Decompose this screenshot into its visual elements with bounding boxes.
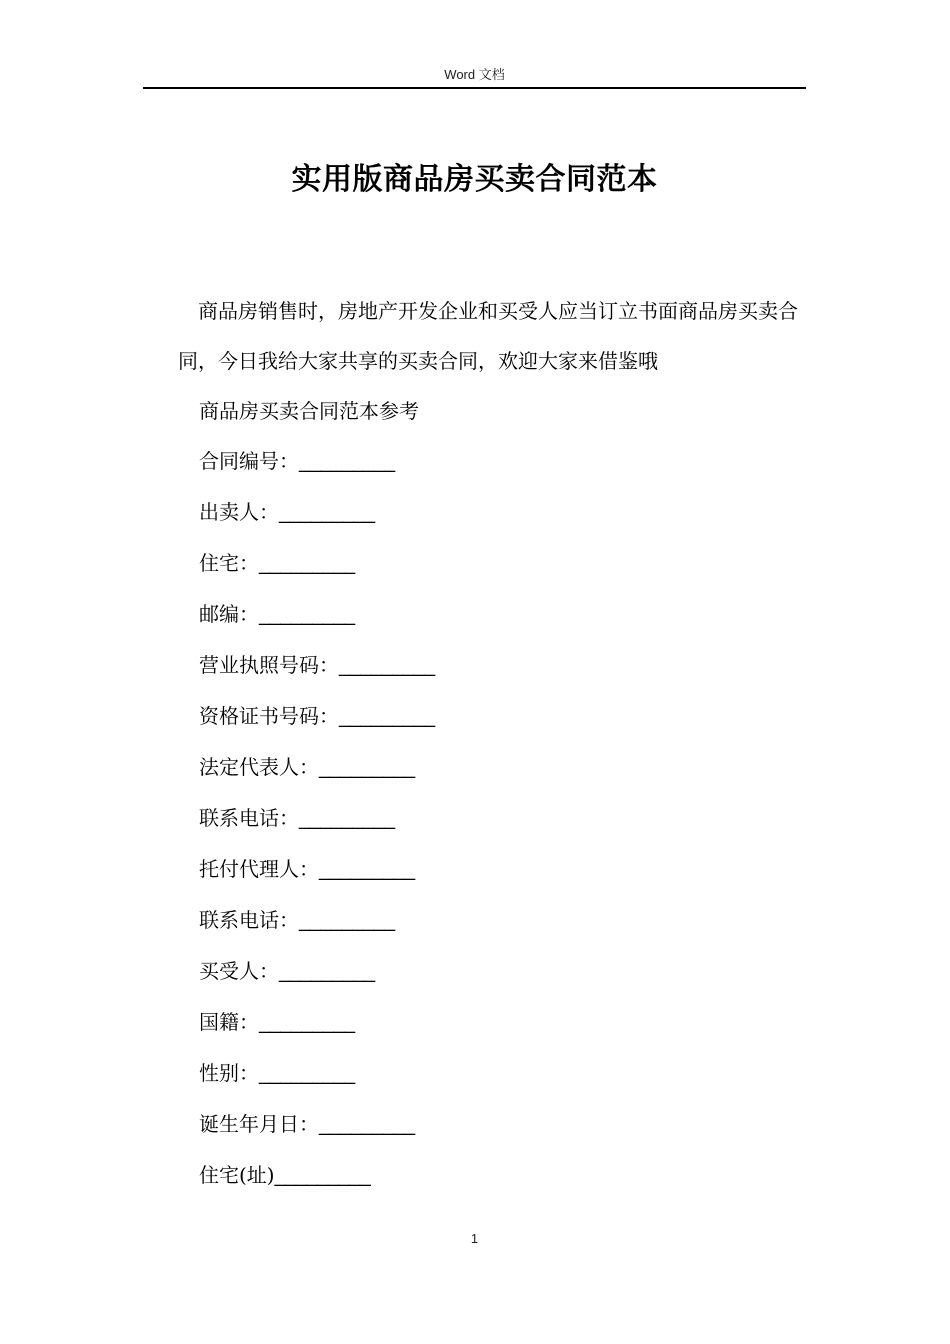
field-blank: _________ <box>259 1063 355 1085</box>
document-title: 实用版商品房买卖合同范本 <box>291 162 658 197</box>
field-label: 住宅(址) <box>199 1163 275 1187</box>
field-label: 合同编号： <box>199 449 299 473</box>
field-nationality <box>178 997 808 1048</box>
field-agent-phone <box>178 895 808 946</box>
field-label: 诞生年月日： <box>199 1112 319 1136</box>
field-label: 性别： <box>199 1061 259 1085</box>
field-blank: _________ <box>319 1114 415 1136</box>
field-blank: _________ <box>339 706 435 728</box>
field-blank: _________ <box>259 604 355 626</box>
field-label: 住宅： <box>199 551 259 575</box>
field-blank: _________ <box>279 502 375 524</box>
field-blank: _________ <box>319 859 415 881</box>
field-agent <box>178 844 808 895</box>
field-blank: _________ <box>299 910 395 932</box>
field-gender <box>178 1048 808 1099</box>
field-label: 邮编： <box>199 602 259 626</box>
field-seller-residence <box>178 538 808 589</box>
field-buyer <box>178 946 808 997</box>
field-seller <box>178 487 808 538</box>
field-label: 法定代表人： <box>199 755 319 779</box>
header-divider <box>143 87 806 89</box>
intro-paragraph: 商品房销售时，房地产开发企业和买受人应当订立书面商品房买卖合同，今日我给大家共享的买卖合同，欢迎大家来借鉴哦 <box>178 299 798 373</box>
page-number: 1 <box>470 1231 479 1246</box>
field-blank: _________ <box>259 1012 355 1034</box>
document-body <box>178 286 808 1201</box>
field-legal-representative <box>178 742 808 793</box>
field-postcode <box>178 589 808 640</box>
field-blank: _________ <box>339 655 435 677</box>
field-blank: _________ <box>279 961 375 983</box>
field-label: 联系电话： <box>199 908 299 932</box>
field-blank: _________ <box>274 1165 371 1187</box>
field-blank: _________ <box>299 808 395 830</box>
subheading: 商品房买卖合同范本参考 <box>199 399 419 423</box>
field-label: 托付代理人： <box>199 857 319 881</box>
page-header: Word 文档 <box>444 67 505 82</box>
field-label: 营业执照号码： <box>199 653 339 677</box>
field-business-license <box>178 640 808 691</box>
field-buyer-address <box>178 1150 808 1201</box>
field-label: 资格证书号码： <box>199 704 339 728</box>
field-contract-number <box>178 436 808 487</box>
field-label: 出卖人： <box>199 500 279 524</box>
field-qualification-cert <box>178 691 808 742</box>
field-label: 国籍： <box>199 1010 259 1034</box>
field-label: 买受人： <box>199 959 279 983</box>
field-blank: _________ <box>319 757 415 779</box>
field-blank: _________ <box>259 553 355 575</box>
field-seller-phone <box>178 793 808 844</box>
field-label: 联系电话： <box>199 806 299 830</box>
field-birth-date <box>178 1099 808 1150</box>
field-blank: _________ <box>299 451 395 473</box>
